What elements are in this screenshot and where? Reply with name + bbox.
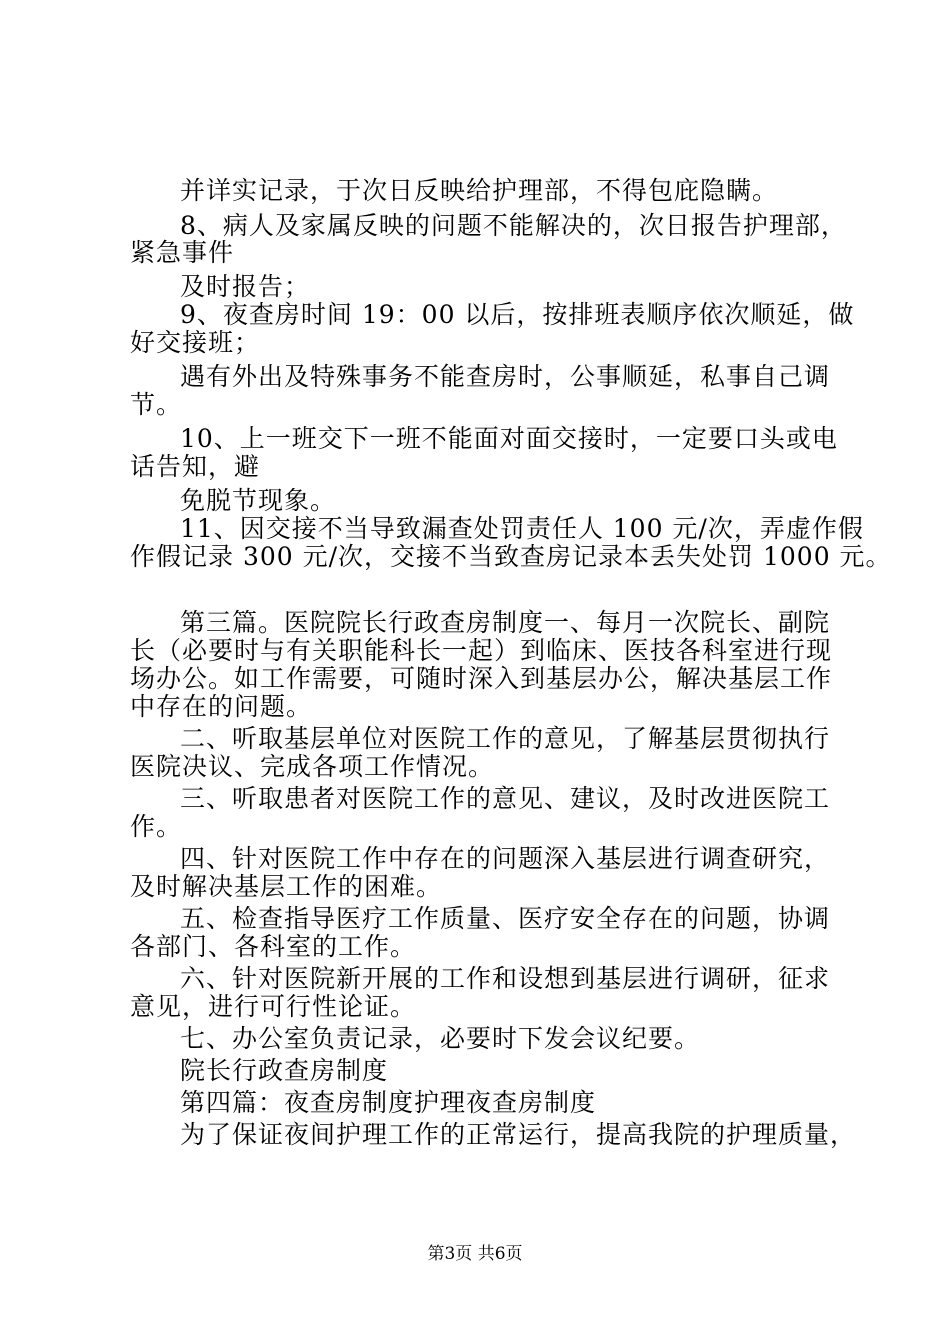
text-line: 长（必要时与有关职能科长一起）到临床、医技各科室进行现 <box>130 636 833 665</box>
text-line: 意见，进行可行性论证。 <box>130 992 417 1021</box>
text-line: 免脱节现象。 <box>180 486 337 515</box>
text-line: 作。 <box>130 812 183 841</box>
text-line: 8、病人及家属反映的问题不能解决的，次日报告护理部， <box>180 211 847 240</box>
text-line: 院长行政查房制度 <box>180 1056 389 1085</box>
text-line: 六、针对医院新开展的工作和设想到基层进行调研，征求 <box>180 964 831 993</box>
text-line: 及时解决基层工作的困难。 <box>130 872 443 901</box>
text-line: 话告知，避 <box>130 452 261 481</box>
text-line: 9、夜查房时间 19：00 以后，按排班表顺序依次顺延，做 <box>180 300 855 329</box>
text-line: 四、针对医院工作中存在的问题深入基层进行调查研究， <box>180 844 831 873</box>
text-line: 10、上一班交下一班不能面对面交接时，一定要口头或电 <box>180 424 838 453</box>
text-line: 三、听取患者对医院工作的意见、建议，及时改进医院工 <box>180 784 831 813</box>
text-line: 好交接班； <box>130 328 261 357</box>
text-line: 节。 <box>130 390 183 419</box>
text-line: 紧急事件 <box>130 238 235 267</box>
text-line: 二、听取基层单位对医院工作的意见，了解基层贯彻执行 <box>180 724 831 753</box>
text-line: 医院决议、完成各项工作情况。 <box>130 752 495 781</box>
text-line: 五、检查指导医疗工作质量、医疗安全存在的问题，协调 <box>180 904 831 933</box>
text-line: 各部门、各科室的工作。 <box>130 932 417 961</box>
text-line: 第四篇：夜查房制度护理夜查房制度 <box>180 1088 597 1117</box>
text-line: 11、因交接不当导致漏查处罚责任人 100 元/次，弄虚作假 <box>180 514 864 543</box>
text-line: 中存在的问题。 <box>130 692 313 721</box>
text-line: 为了保证夜间护理工作的正常运行，提高我院的护理质量， <box>180 1120 857 1149</box>
text-line: 并详实记录，于次日反映给护理部，不得包庇隐瞒。 <box>180 176 779 205</box>
text-line: 七、办公室负责记录，必要时下发会议纪要。 <box>180 1024 701 1053</box>
text-line: 第三篇。医院院长行政查房制度一、每月一次院长、副院 <box>180 608 831 637</box>
text-line: 场办公。如工作需要，可随时深入到基层办公，解决基层工作 <box>130 664 833 693</box>
page-number: 第3页 共6页 <box>427 1244 523 1264</box>
text-line: 及时报告； <box>180 272 311 301</box>
text-line: 作假记录 300 元/次，交接不当致查房记录本丢失处罚 1000 元。 <box>130 542 892 571</box>
text-line: 遇有外出及特殊事务不能查房时，公事顺延，私事自己调 <box>180 362 831 391</box>
